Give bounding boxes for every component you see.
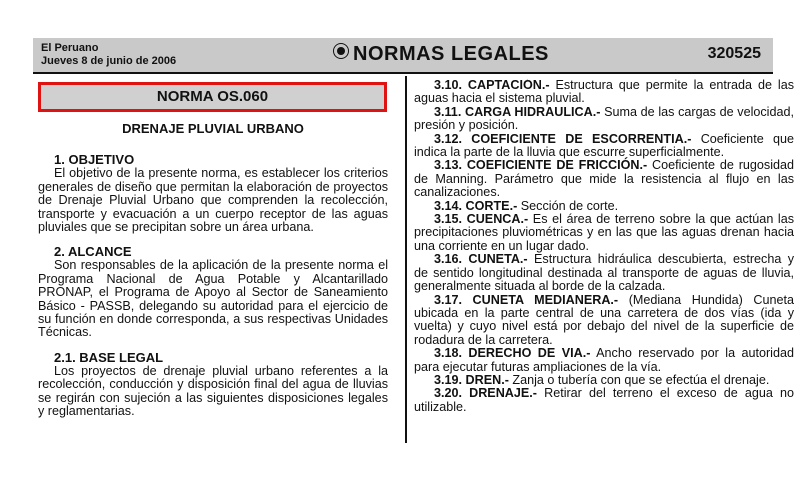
page-number: 320525 bbox=[707, 45, 761, 62]
definition-text: Retirar del terreno el exceso de agua no utilizable. bbox=[414, 386, 794, 414]
norma-title-box bbox=[38, 82, 387, 112]
definition bbox=[414, 347, 794, 374]
definition-text: Suma de las cargas de velocidad, presión y posición. bbox=[414, 104, 794, 133]
header-left bbox=[41, 42, 176, 68]
definition bbox=[414, 294, 794, 348]
definitions-clip bbox=[414, 79, 794, 451]
definition bbox=[414, 159, 794, 199]
definition bbox=[414, 387, 794, 414]
norma-subtitle: DRENAJE PLUVIAL URBANO bbox=[122, 121, 304, 136]
definition-term: 3.13. COEFICIENTE DE FRICCIÓN.- bbox=[434, 158, 648, 173]
definition-text: Es el área de terreno sobre la que actúan las precipitaciones pluviométricas y en las que las aguas drenan hacia una corriente en un lugar dado. bbox=[414, 212, 794, 253]
definition-text: Estructura que permite la entrada de las aguas hacia el sistema pluvial. bbox=[414, 79, 794, 106]
definition bbox=[414, 253, 794, 293]
section-body: El objetivo de la presente norma, es establecer los criterios generales de diseño que permitan la elaboración de proyectos de Drenaje Pluvial Urbano que comprenden la recolección, transporte y evacuación a un cuerpo receptor de las aguas pluviales que se precipitan sobre un área urbana. bbox=[38, 166, 388, 235]
definition bbox=[414, 374, 794, 387]
definition bbox=[414, 133, 794, 160]
seal-icon bbox=[333, 43, 349, 59]
newspaper-name: El Peruano bbox=[41, 42, 99, 54]
definition-text: Coeficiente de rugosidad de Manning. Parámetro que mide la resistencia al flujo en las canalizaciones. bbox=[414, 158, 794, 200]
header-rule bbox=[33, 72, 773, 74]
definition-text: Estructura hidráulica descubierta, estrecha y de sentido longitudinal destinada al transporte de aguas de lluvia, generalmente situada al borde de la calzada. bbox=[414, 252, 794, 294]
left-column bbox=[38, 82, 388, 430]
section-body: Son responsables de la aplicación de la presente norma el Programa Nacional de Agua Potable y Alcantarillado PRONAP, el Programa de Apoyo al Sector de Saneamiento Básico - PASSB, delegando su autoridad para el ejercicio de su función en donde corresponda, a sus respectivas Unidades Técnicas. bbox=[38, 258, 388, 340]
definition-term: 3.10. CAPTACIÓN.- bbox=[434, 79, 550, 92]
page-header bbox=[33, 38, 773, 72]
column-divider bbox=[405, 76, 407, 443]
definition-term: 3.18. DERECHO DE VIA.- bbox=[434, 346, 591, 361]
definition-term: 3.15. CUENCA.- bbox=[434, 212, 529, 227]
norma-title: NORMA OS.060 bbox=[156, 88, 269, 105]
definition-term: 3.19. DREN.- bbox=[434, 372, 509, 387]
section-heading: 2.1. BASE LEGAL bbox=[54, 349, 164, 365]
definition bbox=[414, 200, 794, 213]
section-heading: 1. OBJETIVO bbox=[54, 152, 135, 168]
definition-term: 3.12. COEFICIENTE DE ESCORRENTIA.- bbox=[434, 131, 692, 146]
section-title bbox=[333, 43, 549, 66]
section-body: Los proyectos de drenaje pluvial urbano referentes a la recolección, conducción y disposición final del agua de lluvias se regirán con sujeción a las siguientes disposiciones legales y reglamentarias. bbox=[38, 363, 388, 419]
definition-text: (Mediana Hundida) Cuneta ubicada en la parte central de una carretera de dos vías (ida y vuelta) y cuyo nivel está por debajo del nivel de la superficie de rodadura de la carretera. bbox=[414, 292, 794, 347]
definition-term: 3.14. CORTE.- bbox=[434, 198, 518, 213]
definition-term: 3.20. DRENAJE.- bbox=[434, 386, 537, 401]
definition bbox=[414, 79, 794, 106]
issue-date: Jueves 8 de junio de 2006 bbox=[41, 55, 177, 67]
definition bbox=[414, 106, 794, 133]
section-heading: 2. ALCANCE bbox=[54, 244, 132, 260]
definition-text: Ancho reservado por la autoridad para ejecutar futuras ampliaciones de la vía. bbox=[414, 346, 794, 374]
definition-text: Coeficiente que indica la parte de la lluvia que escurre superficialmente. bbox=[414, 131, 794, 160]
section-title-text: NORMAS LEGALES bbox=[353, 43, 549, 65]
definition-term: 3.16. CUNETA.- bbox=[434, 252, 528, 267]
definition-text: Sección de corte. bbox=[520, 198, 619, 213]
definition-term: 3.11. CARGA HIDRAULICA.- bbox=[434, 104, 601, 119]
definition-term: 3.17. CUNETA MEDIANERA.- bbox=[434, 292, 619, 307]
definition-text: Zanja o tubería con que se efectúa el drenaje. bbox=[512, 372, 770, 387]
definition bbox=[414, 213, 794, 253]
